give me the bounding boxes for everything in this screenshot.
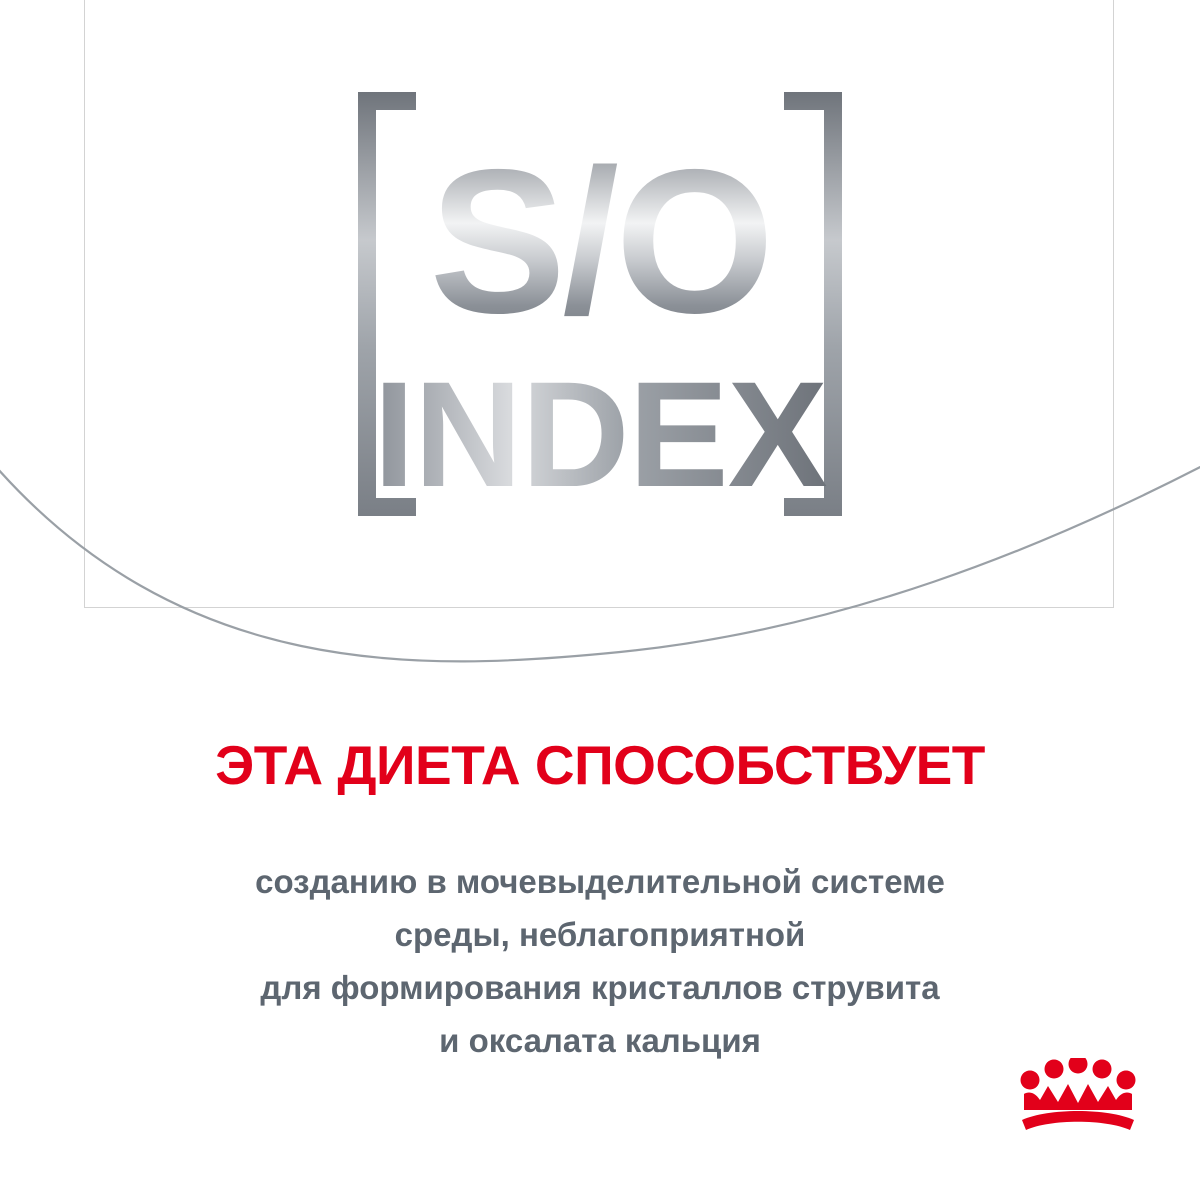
royal-canin-crown-icon	[1018, 1058, 1138, 1148]
body-copy-line-3: для формирования кристаллов струвита	[260, 969, 940, 1006]
logo-text-so: S/O	[429, 127, 771, 356]
body-copy-line-4: и оксалата кальция	[439, 1022, 761, 1059]
headline: ЭТА ДИЕТА СПОСОБСТВУЕТ	[215, 734, 985, 796]
body-copy	[0, 855, 1200, 1067]
body-copy-line-1: созданию в мочевыделительной системе	[255, 863, 945, 900]
body-copy-line-2: среды, неблагоприятной	[394, 916, 806, 953]
so-index-logo-svg	[290, 74, 910, 534]
logo-text-index: INDEX	[373, 350, 827, 518]
